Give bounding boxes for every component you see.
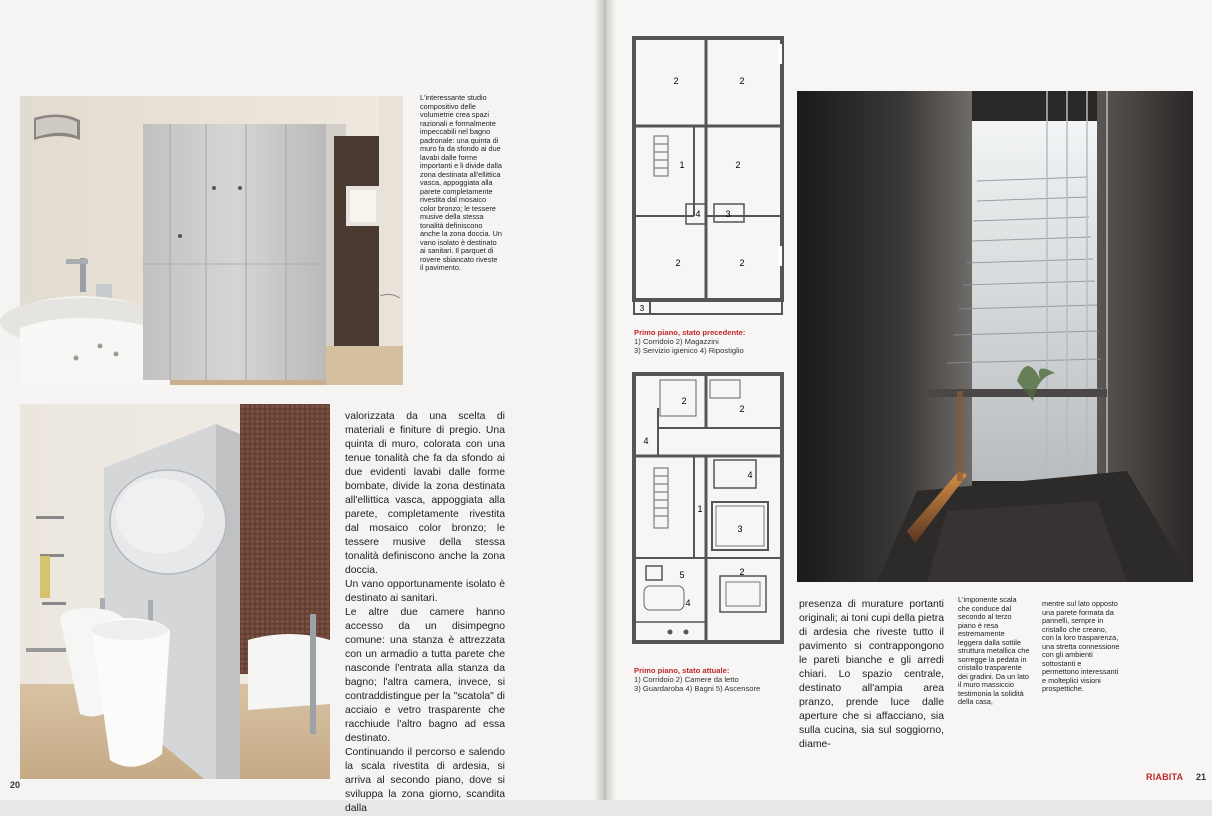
staircase-photo xyxy=(797,91,1193,582)
after-room-5: 5 xyxy=(679,570,685,580)
left-page xyxy=(0,0,604,814)
bathroom-photo-bottom xyxy=(20,404,330,779)
floor-plan-after-drawing xyxy=(630,372,786,660)
body-paragraph-3: Le altre due camere hanno accesso da un disimpegno comune: una stanza è attrezzata con un armadio a tutta parete che nasconde l'entrata alla stanza da bagno; l'altra camera, invece, si contraddistingue per la "scatola" di acciaio e vetro trasparente che racchiude l'altro bagno ad essa destinato. xyxy=(345,607,505,744)
floor-plan-before xyxy=(630,36,786,318)
before-room-2b: 2 xyxy=(739,76,745,86)
after-room-2c: 2 xyxy=(739,567,745,577)
staircase-photo-image xyxy=(797,91,1193,582)
plan-after-line1: 1) Corridoio 2) Camere da letto xyxy=(634,675,739,684)
spread-gutter xyxy=(594,0,616,800)
right-page-number: 21 xyxy=(1196,772,1207,782)
before-room-3-lower: 3 xyxy=(639,304,645,313)
before-room-2a: 2 xyxy=(673,76,679,86)
plan-before-caption xyxy=(634,328,804,355)
magazine-brand: RIABITA xyxy=(1146,772,1184,782)
after-room-3: 3 xyxy=(737,524,743,534)
bathroom-photo-bottom-image xyxy=(20,404,330,779)
bathroom-photo-top-image xyxy=(20,96,403,385)
body-paragraph-4: Continuando il percorso e salendo la scala rivestita di ardesia, si arriva al secondo piano, dove si sviluppa la zona giorno, scandita dalla xyxy=(345,747,505,814)
floor-plan-after xyxy=(630,372,786,660)
plan-after-caption xyxy=(634,666,804,693)
after-room-4a: 4 xyxy=(643,436,649,446)
after-room-4c: 4 xyxy=(685,598,691,608)
body-paragraph-1: valorizzata da una scelta di materiali e finiture di pregio. Una quinta di muro, colorata con una tenue tonalità che fa da sfondo ai due evidenti lavabi dalle forme bombate, divide la zona destinata all'ellittica vasca, appoggiata alla parete, completamente rivestita dal mosaico color bronzo; le tessere musive della stessa tonalità definiscono anche la zona doccia. xyxy=(345,411,505,576)
before-room-1: 1 xyxy=(679,160,685,170)
right-body-text: presenza di murature portanti originali; ai toni cupi della pietra di ardesia che riveste tutto il pavimento si contrappongono le pareti bianche e gli arredi chiari. Lo spazio centrale, destinato all'ampia area pranzo, prende luce dalle aperture che si affacciano, sia sulla cucina, sia sul soggiorno, diame- xyxy=(799,599,944,750)
staircase-caption-col1: L'imponente scala che conduce dal secondo al terzo piano è resa estremamente leggera dalla sottile struttura metallica che sorregge la pedata in cristallo trasparente dei gradini. Da un lato il muro massiccio testimonia la solidità della casa, xyxy=(958,595,1030,706)
plan-before-line2: 3) Servizio igienico 4) Ripostiglio xyxy=(634,346,744,355)
staircase-caption-col2: mentre sul lato opposto una parete formata da pannelli, sempre in cristallo che creano, con la loro trasparenza, una stretta connessione con gli ambienti sottostanti e permettono interessanti e molteplici visioni prospettiche. xyxy=(1042,599,1120,693)
before-room-2d: 2 xyxy=(675,258,681,268)
top-photo-caption: L'interessante studio compositivo delle volumetrie crea spazi razionali e formalmente impeccabili nel bagno padronale: una quinta di muro fa da sfondo ai due lavabi dalle forme importanti e li divide dalla zona destinata all'ellittica vasca, appoggiata alla parete completamente rivestita dal mosaico color bronzo; le tessere musive della stessa tonalità definiscono anche la zona doccia. Un vano isolato è destinato ai sanitari. Il parquet di rovere sbiancato riveste il pavimento. xyxy=(420,93,502,272)
before-room-2e: 2 xyxy=(739,258,745,268)
plan-after-title: Primo piano, stato attuale: xyxy=(634,666,730,675)
before-room-3: 3 xyxy=(725,209,731,219)
plan-before-line1: 1) Corridoio 2) Magazzini xyxy=(634,337,719,346)
body-paragraph-2: Un vano opportunamente isolato è destinato ai sanitari. xyxy=(345,579,505,604)
after-room-2a: 2 xyxy=(681,396,687,406)
after-room-2b: 2 xyxy=(739,404,745,414)
plan-before-title: Primo piano, stato precedente: xyxy=(634,328,746,337)
right-page xyxy=(606,0,1212,800)
plan-after-line2: 3) Guardaroba 4) Bagni 5) Ascensore xyxy=(634,684,761,693)
after-room-4b: 4 xyxy=(747,470,753,480)
left-page-number: 20 xyxy=(10,780,21,790)
floor-plan-before-drawing xyxy=(630,36,786,318)
bathroom-photo-top xyxy=(20,96,403,385)
before-room-2c: 2 xyxy=(735,160,741,170)
left-body-text xyxy=(345,410,505,816)
before-room-4: 4 xyxy=(695,209,701,219)
after-room-1: 1 xyxy=(697,504,703,514)
